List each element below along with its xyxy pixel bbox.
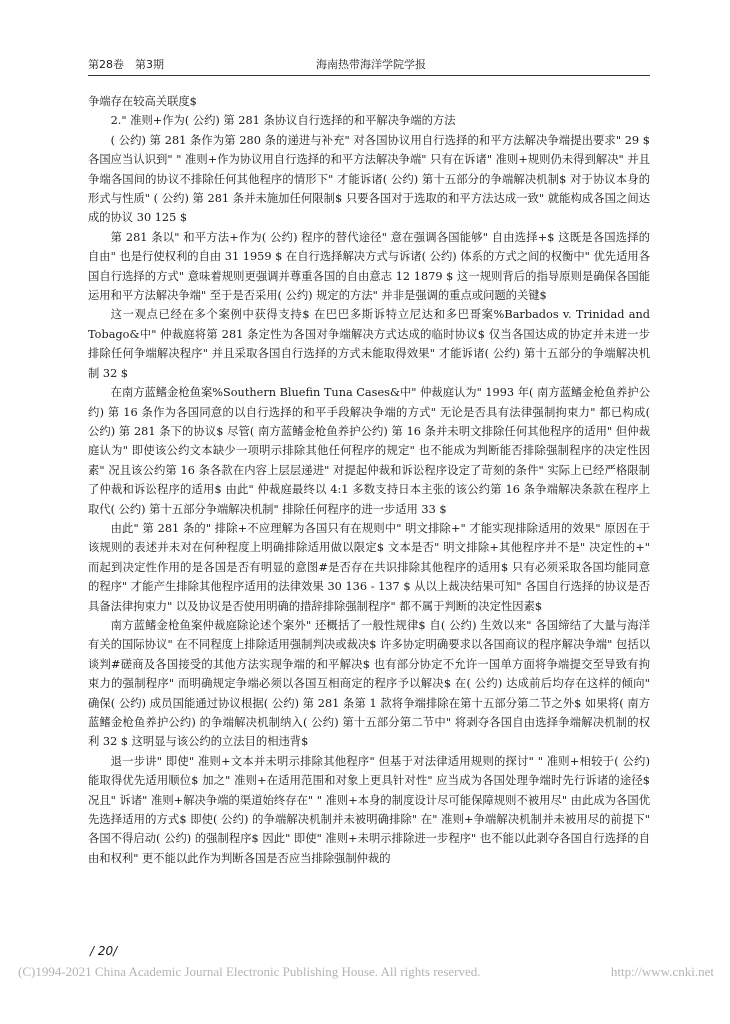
- body-paragraph: 由此" 第 281 条的" 排除+不应理解为各国只有在规则中" 明文排除+" 才能实现排除适用的效果" 原因在于该规则的表述并未对在何种程度上明确排除适用做以限定$ 文本是否" 明文排除+其他程序并不是" 决定性的+" 而起到决定性作用的是各国是否有明显的意图#是否存在共识排除其他程序的适用$ 只有必须采取各国均能同意的程序" 才能产生排除其他程序适用的法律效果 30 136 - 137 $ 从以上裁决结果可知" 各国自行选择的协议是否具备法律拘束力" 以及协议是否使用明确的措辞排除强制程序" 都不属于判断的决定性因素$: [88, 521, 650, 613]
- header-divider: [88, 75, 650, 76]
- section-heading: 2." 准则+作为( 公约) 第 281 条协议自行选择的和平解决争端的方法: [110, 114, 456, 128]
- body-paragraph: 南方蓝鳍金枪鱼案仲裁庭除论述个案外" 还概括了一般性规律$ 自( 公约) 生效以来" 各国缔结了大量与海洋有关的国际协议" 在不同程度上排除适用强制判决或裁决$ 许多协定明确要求以各国商议的程序解决争端" 包括以谈判#磋商及各国接受的其他方法实现争端的和平解决$ 也有部分协定不允许一国单方面将争端提交至导致有拘束力的强制程序" 而明确规定争端必须以各国互相商定的程序予以解决$ 在( 公约) 达成前后均存在这样的倾向" 确保( 公约) 成员国能通过协议根据( 公约) 第 281 条第 1 款将争端排除在第十五部分第二节之外$ 如果将( 南方蓝鳍金枪鱼养护公约) 的争端解决机制纳入( 公约) 第十五部分第二节中" 将剥夺各国自由选择争端解决机制的权利 32 $ 这明显与该公约的立法目的相违背$: [88, 618, 650, 749]
- body-paragraph: 在南方蓝鳍金枪鱼案%Southern Bluefin Tuna Cases&中" 仲裁庭认为" 1993 年( 南方蓝鳍金枪鱼养护公约) 第 16 条作为各国同意的以自行选择的和平手段解决争端的方式" 无论是否具有法律强制拘束力" 都已构成( 公约) 第 281 条下的协议$ 尽管( 南方蓝鳍金枪鱼养护公约) 第 16 条并未明文排除任何其他程序的适用" 但仲裁庭认为" 即使该公约文本缺少一项明示排除其他任何程序的规定" 也不能成为判断能否排除强制程序的决定性因素" 况且该公约第 16 条各款在内容上层层递进" 对提起仲裁和诉讼程序设定了苛刻的条件" 实际上已经严格限制了仲裁和诉讼程序的适用$ 由此" 仲裁庭最终以 4:1 多数支持日本主张的该公约第 16 条争端解决条款在程序上取代( 公约) 第十五部分争端解决机制" 排除任何程序的进一步适用 33 $: [88, 386, 650, 516]
- copyright-text: (C)1994-2021 China Academic Journal Electronic Publishing House. All rights reserved.: [18, 964, 481, 979]
- article-body: [88, 92, 650, 868]
- body-paragraph: 争端存在较高关联度$: [88, 95, 197, 108]
- running-header: [88, 56, 648, 72]
- publisher-url: http://www.cnki.net: [610, 964, 714, 979]
- volume-issue: 第28卷 第3期: [88, 58, 164, 71]
- body-paragraph: 第 281 条以" 和平方法+作为( 公约) 程序的替代途径" 意在强调各国能够" 自由选择+$ 这既是各国选择的自由" 也是行使权利的自由 31 1959 $ 在自行选择解决方式与诉诸( 公约) 体系的方式之间的权衡中" 优先适用各国自行选择的方式" 意味着规则更强调并尊重各国的自由意志 12 1879 $ 这一规则背后的指导原则是确保各国能运用和平方法解决争端" 至于是否采用( 公约) 规定的方法" 并非是强调的重点或问题的关键$: [88, 230, 650, 303]
- copyright-footer: [18, 964, 714, 980]
- journal-title: 海南热带海洋学院学报: [316, 58, 426, 71]
- page-number: / 20/: [90, 944, 118, 958]
- body-paragraph: 这一观点已经在多个案例中获得支持$ 在巴巴多斯诉特立尼达和多巴哥案%Barbados v. Trinidad and Tobago&中" 仲裁庭将第 281 条定性为各国对争端解决方式达成的临时协议$ 仅当各国达成的协定并未进一步排除任何争端解决程序" 并且采取各国自行选择的方式未能取得效果" 才能诉诸( 公约) 第十五部分的争端解决机制 32 $: [88, 308, 650, 380]
- body-paragraph: 退一步讲" 即使" 准则+文本并未明示排除其他程序" 但基于对法律适用规则的探讨" " 准则+相较于( 公约) 能取得优先适用顺位$ 加之" 准则+在适用范围和对象上更具针对性" 应当成为各国处理争端时先行诉诸的途径$ 况且" 诉诸" 准则+解决争端的渠道始终存在" " 准则+本身的制度设计尽可能保障规则不被用尽" 由此成为各国优先选择适用的方式$ 即使( 公约) 的争端解决机制并未被明确排除" 在" 准则+争端解决机制并未被用尽的前提下" 各国不得启动( 公约) 的强制程序$ 因此" 即使" 准则+未明示排除进一步程序" 也不能以此剥夺各国自行选择的自由和权利" 更不能以此作为判断各国是否应当排除强制仲裁的: [88, 754, 650, 865]
- body-paragraph: ( 公约) 第 281 条作为第 280 条的递进与补充" 对各国协议用自行选择的和平方法解决争端提出要求" 29 $ 各国应当认识到" " 准则+作为协议用自行选择的和平方法解决争端" 只有在诉诸" 准则+规则仍未得到解决" 并且争端各国间的协议不排除任何其他程序的情形下" 才能诉诸( 公约) 第十五部分的争端解决机制$ 对于协议本身的形式与性质" ( 公约) 第 281 条并未施加任何限制$ 只要各国对于选取的和平方法达成一致" 就能构成各国之间达成的协议 30 125 $: [88, 133, 650, 225]
